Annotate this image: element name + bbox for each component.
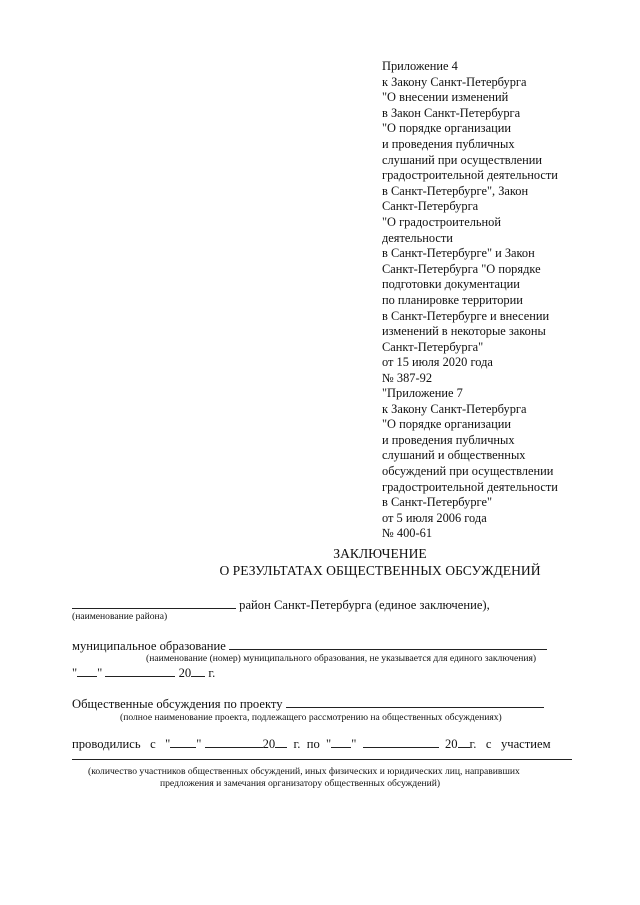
project-blank: [286, 695, 544, 708]
municipality-label: муниципальное образование: [72, 639, 226, 653]
appendix-7-line: "Приложение 7: [382, 386, 463, 400]
date-quote-open: ": [72, 666, 78, 680]
appendix-4-line: Санкт-Петербурга "О порядке: [382, 261, 541, 276]
held-quote-open: ": [165, 737, 171, 751]
appendix-4-line: к Закону Санкт-Петербурга: [382, 74, 527, 89]
district-blank: [72, 596, 236, 609]
appendix-4-line: "О внесении изменений: [382, 90, 509, 105]
held-from-month-blank: [205, 735, 263, 748]
appendix-7-line: слушаний и общественных: [382, 448, 526, 463]
appendix-4-line: изменений в некоторые законы: [382, 324, 546, 339]
appendix-4-line: подготовки документации: [382, 277, 520, 292]
appendix-4-line: слушаний при осуществлении: [382, 152, 543, 167]
date-year: 20: [178, 666, 192, 680]
appendix-4-line: Санкт-Петербурга": [382, 339, 484, 354]
municipality-hint: (наименование (номер) муниципального образования, не указывается для единого заключения): [146, 653, 537, 664]
district-hint: (наименование района): [72, 611, 168, 622]
appendix-4-line: в Закон Санкт-Петербурга: [382, 105, 521, 120]
participants-blank: [72, 759, 572, 760]
appendix-7-line: № 400-61: [382, 526, 433, 541]
appendix-4-line: "О градостроительной: [382, 214, 501, 229]
appendix-4-header: [382, 59, 632, 386]
date-year-blank: [191, 664, 205, 677]
held-from-g: г.: [293, 737, 301, 751]
document-title: ЗАКЛЮЧЕНИЕ: [333, 546, 427, 561]
date-line: [72, 664, 215, 681]
appendix-7-line: обсуждений при осуществлении: [382, 463, 554, 478]
held-with: с: [485, 737, 492, 751]
appendix-4-line: № 387-92: [382, 370, 433, 385]
appendix-7-line: к Закону Санкт-Петербурга: [382, 401, 527, 416]
held-label: проводились: [72, 737, 141, 751]
appendix-7-header: [382, 386, 632, 542]
document-subtitle: О РЕЗУЛЬТАТАХ ОБЩЕСТВЕННЫХ ОБСУЖДЕНИЙ: [219, 563, 541, 578]
appendix-7-line: "О порядке организации: [382, 417, 511, 432]
date-suffix: г.: [208, 666, 216, 680]
held-line: [72, 735, 551, 752]
project-line: [72, 695, 544, 712]
municipality-line: [72, 637, 547, 654]
held-to-quote-open: ": [326, 737, 332, 751]
held-to: по: [306, 737, 320, 751]
held-to-year-blank: [458, 735, 470, 748]
appendix-7-line: и проведения публичных: [382, 432, 515, 447]
appendix-4-line: Приложение 4: [382, 59, 458, 73]
appendix-7-line: градостроительной деятельности: [382, 479, 558, 494]
held-to-quote-close: ": [351, 737, 357, 751]
appendix-4-line: "О порядке организации: [382, 121, 511, 136]
appendix-4-line: и проведения публичных: [382, 136, 515, 151]
appendix-7-line: от 5 июля 2006 года: [382, 510, 487, 525]
held-to-year: 20: [444, 737, 458, 751]
held-to-day-blank: [331, 735, 351, 748]
date-quote-close: ": [97, 666, 103, 680]
date-month-blank: [105, 664, 175, 677]
appendix-4-line: по планировке территории: [382, 292, 523, 307]
held-participation: участием: [500, 737, 551, 751]
appendix-4-line: деятельности: [382, 230, 453, 245]
appendix-4-line: в Санкт-Петербурге" и Закон: [382, 246, 535, 261]
held-from: с: [150, 737, 156, 751]
held-from-day-blank: [170, 735, 196, 748]
municipality-blank: [229, 637, 547, 650]
participants-hint-2: предложения и замечания организатору общественных обсуждений): [160, 778, 441, 789]
appendix-4-line: от 15 июля 2020 года: [382, 355, 493, 370]
date-day-blank: [77, 664, 97, 677]
appendix-4-line: градостроительной деятельности: [382, 168, 558, 183]
appendix-4-line: в Санкт-Петербурге", Закон: [382, 183, 529, 198]
held-from-year: 20: [262, 737, 276, 751]
held-to-month-blank: [363, 735, 439, 748]
held-from-year-blank: [275, 735, 287, 748]
project-label: Общественные обсуждения по проекту: [72, 697, 283, 711]
appendix-4-line: Санкт-Петербурга: [382, 199, 479, 214]
held-to-g: г.: [469, 737, 477, 751]
participants-hint-1: (количество участников общественных обсуждений, иных физических и юридических лиц, направивших: [88, 766, 520, 777]
project-hint: (полное наименование проекта, подлежащего рассмотрению на общественных обсуждениях): [120, 712, 502, 723]
district-text: район Санкт-Петербурга (единое заключение),: [239, 598, 490, 612]
appendix-7-line: в Санкт-Петербурге": [382, 495, 492, 510]
appendix-4-line: в Санкт-Петербурге и внесении: [382, 308, 550, 323]
held-quote-close: ": [196, 737, 202, 751]
